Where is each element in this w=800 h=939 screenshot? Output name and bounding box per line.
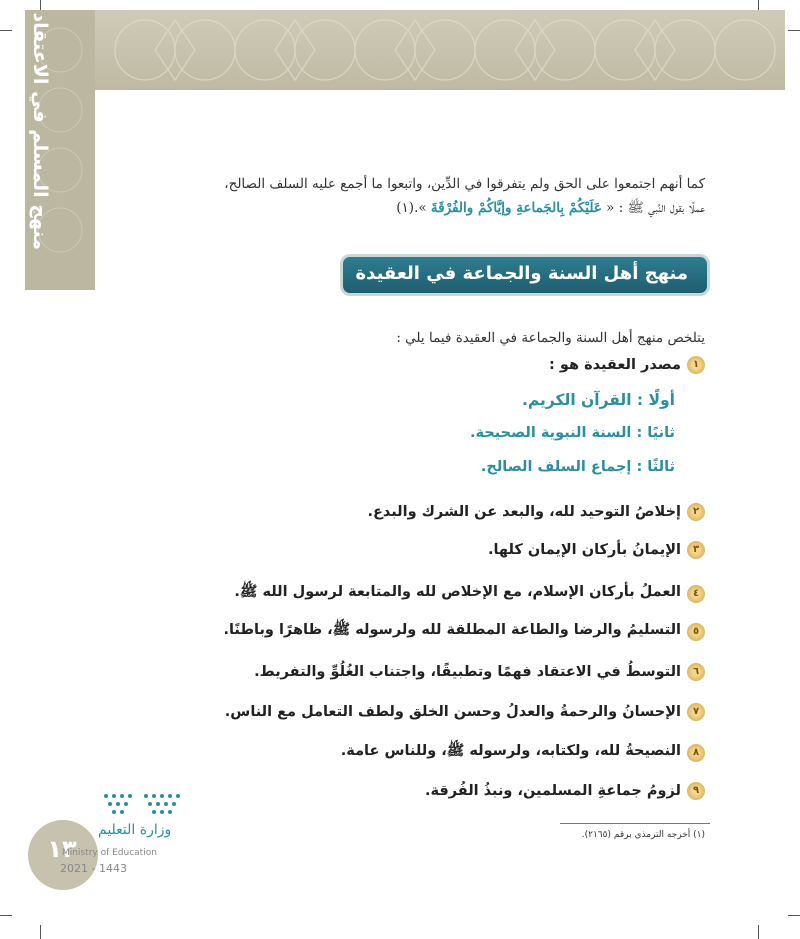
header-ornament-band: [25, 10, 785, 90]
ministry-name-arabic: وزارة التعليم: [98, 822, 172, 838]
crop-mark: [0, 915, 12, 916]
ministry-logo-icon: [100, 790, 190, 820]
chapter-title: منهج المسلم في الاعتقاد: [29, 12, 51, 250]
list-item-text: العملُ بأركان الإسلام، مع الإخلاص لله والمتابعة لرسول الله ﷺ.: [234, 584, 681, 600]
number-badge: ٦: [687, 663, 705, 681]
list-item: [341, 742, 705, 763]
crop-mark: [788, 30, 800, 31]
list-item-text: الإيمانُ بأركان الإيمان كلها.: [487, 542, 681, 558]
summary-line: يتلخص منهج أهل السنة والجماعة في العقيدة فيما يلي :: [396, 330, 705, 346]
source-item: أولًا : القرآن الكريم.: [521, 391, 675, 409]
number-badge: ٢: [687, 503, 705, 521]
list-item-text: التسليمُ والرضا والطاعة المطلقة لله ولرسوله ﷺ، ظاهرًا وباطنًا.: [223, 622, 681, 638]
number-badge: ٩: [687, 782, 705, 800]
list-item: [367, 503, 705, 521]
list-item: [549, 356, 705, 374]
number-badge: ٣: [687, 541, 705, 559]
footnote: (١) أخرجه الترمذي برقم (٢١٦٥).: [581, 830, 705, 840]
number-badge: ٥: [687, 623, 705, 641]
number-badge: ٧: [687, 703, 705, 721]
crop-mark: [0, 30, 12, 31]
list-item-text: الإحسانُ والرحمةُ والعدلُ وحسن الخلق ولطف التعامل مع الناس.: [224, 704, 681, 720]
list-item: [488, 541, 705, 559]
edition-year: 2021 - 1443: [60, 862, 127, 875]
heading-text: منهج أهل السنة والجماعة في العقيدة: [355, 263, 688, 284]
list-item: [254, 663, 705, 681]
list-item-text: النصيحةُ لله، ولكتابه، ولرسوله ﷺ، وللناس عامة.: [340, 743, 681, 759]
section-heading: [340, 254, 710, 296]
list-item-text: لزومُ جماعةِ المسلمين، ونبذُ الفُرقة.: [424, 783, 681, 799]
list-item: [223, 621, 705, 642]
ministry-name-english: Ministry of Education: [62, 848, 157, 858]
list-item-text: مصدر العقيدة هو :: [549, 357, 681, 373]
intro-line-2: [85, 196, 705, 220]
crop-mark: [788, 915, 800, 916]
crop-mark: [758, 925, 759, 939]
intro-line-2-suffix: ».(١): [396, 200, 427, 216]
list-item-text: التوسطُ في الاعتقاد فهمًا وتطبيقًا، واجتناب الغُلُوِّ والتفريط.: [254, 664, 681, 680]
intro-line-2-prefix: عملًا بقول النَّبي ﷺ : «: [606, 200, 705, 216]
number-badge: ١: [687, 356, 705, 374]
footnote-divider: [560, 823, 710, 824]
source-item: ثالثًا : إجماع السلف الصالح.: [480, 459, 675, 475]
crop-mark: [40, 925, 41, 939]
crop-mark: [40, 0, 41, 10]
list-item: [225, 703, 705, 721]
list-item: [425, 782, 705, 800]
list-item-text: إخلاصُ التوحيد لله، والبعد عن الشرك والبدع.: [367, 504, 681, 520]
geometric-pattern: [25, 10, 785, 90]
intro-paragraph: [85, 172, 705, 220]
page-number: ١٣: [47, 835, 77, 863]
number-badge: ٤: [687, 585, 705, 603]
source-item: ثانيًا : السنة النبوية الصحيحة.: [470, 425, 675, 441]
list-item: [234, 583, 705, 604]
number-badge: ٨: [687, 744, 705, 762]
crop-mark: [758, 0, 759, 10]
hadith-quote: عَلَيْكُمْ بِالجَماعةِ وإيَّاكُمْ والفُرْقَةَ: [430, 200, 602, 216]
intro-line-1: كما أنهم اجتمعوا على الحق ولم يتفرقوا في الدِّين، واتبعوا ما أجمع عليه السلف الصالح،: [224, 176, 705, 192]
